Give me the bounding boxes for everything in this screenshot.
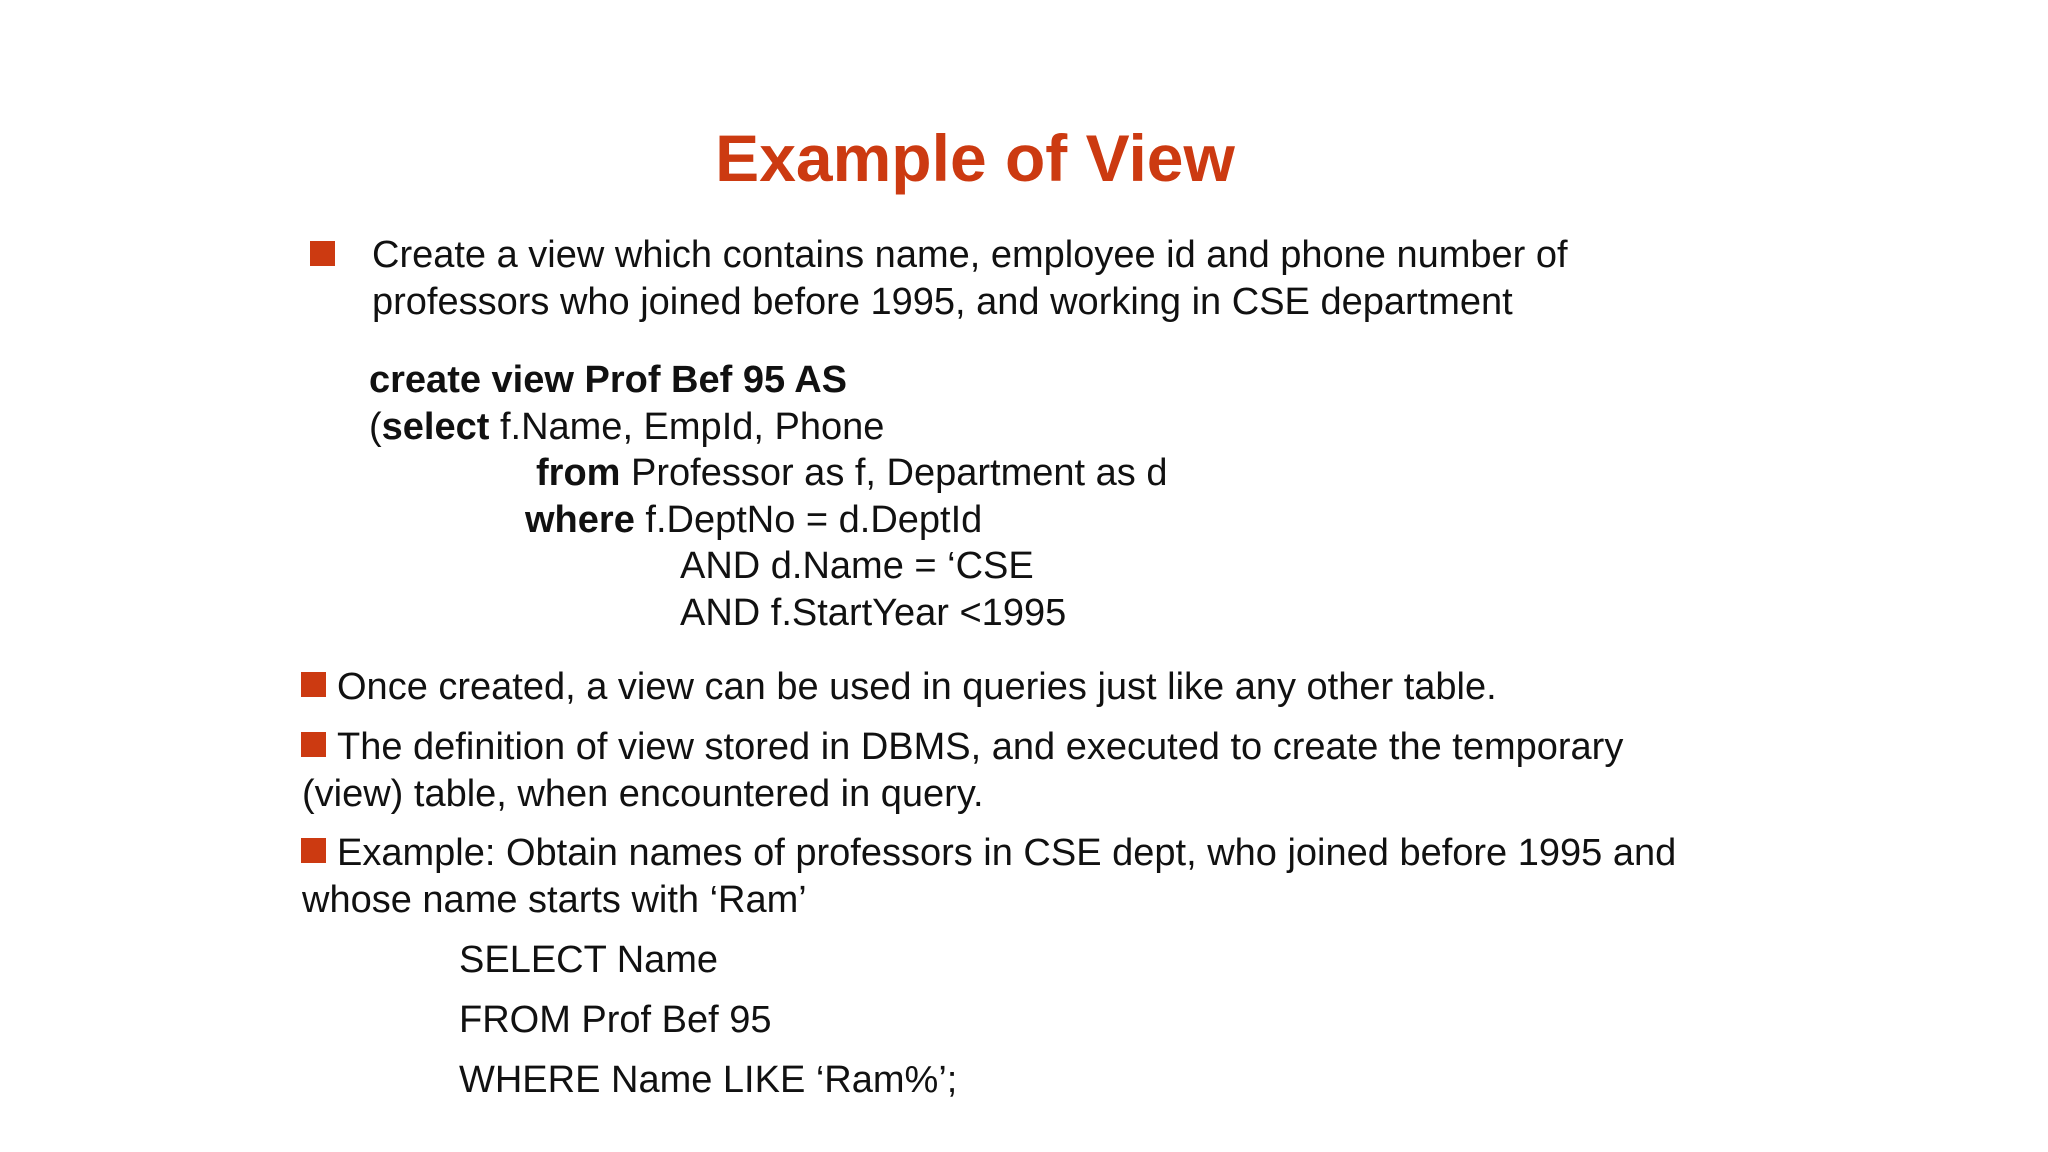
select-keyword: select [381,406,490,448]
bullet3-line1: The definition of view stored in DBMS, and executed to create the temporary [337,726,1624,768]
query-where-line: WHERE Name LIKE ‘Ram%’; [459,1059,958,1101]
bullet1-line1: Create a view which contains name, employee id and phone number of [372,234,1568,276]
select-rest: f.Name, EmpId, Phone [489,406,885,448]
bullet-square-icon [301,838,326,863]
open-paren: ( [369,406,382,448]
bullet4-line2: whose name starts with ‘Ram’ [302,879,807,921]
query-from-line: FROM Prof Bef 95 [459,999,772,1041]
select-line [369,404,884,450]
from-keyword: from [536,452,621,494]
bullet-square-icon [310,241,335,266]
and-name-line: AND d.Name = ‘CSE [680,545,1034,587]
from-line [536,450,1167,496]
query-select-line: SELECT Name [459,939,719,981]
where-line [525,497,982,543]
bullet4-line1: Example: Obtain names of professors in CSE dept, who joined before 1995 and [337,832,1677,874]
bullet3-line2: (view) table, when encountered in query. [302,773,984,815]
create-view-line: create view Prof Bef 95 AS [369,359,848,401]
bullet-square-icon [301,672,326,697]
bullet-square-icon [301,732,326,757]
bullet2-text: Once created, a view can be used in queries just like any other table. [337,666,1497,708]
and-startyear-line: AND f.StartYear <1995 [680,592,1067,634]
where-keyword: where [525,499,635,541]
where-rest: f.DeptNo = d.DeptId [634,499,983,541]
from-rest: Professor as f, Department as d [620,452,1168,494]
bullet1-line2: professors who joined before 1995, and working in CSE department [372,281,1513,323]
slide-title: Example of View [715,121,1235,195]
